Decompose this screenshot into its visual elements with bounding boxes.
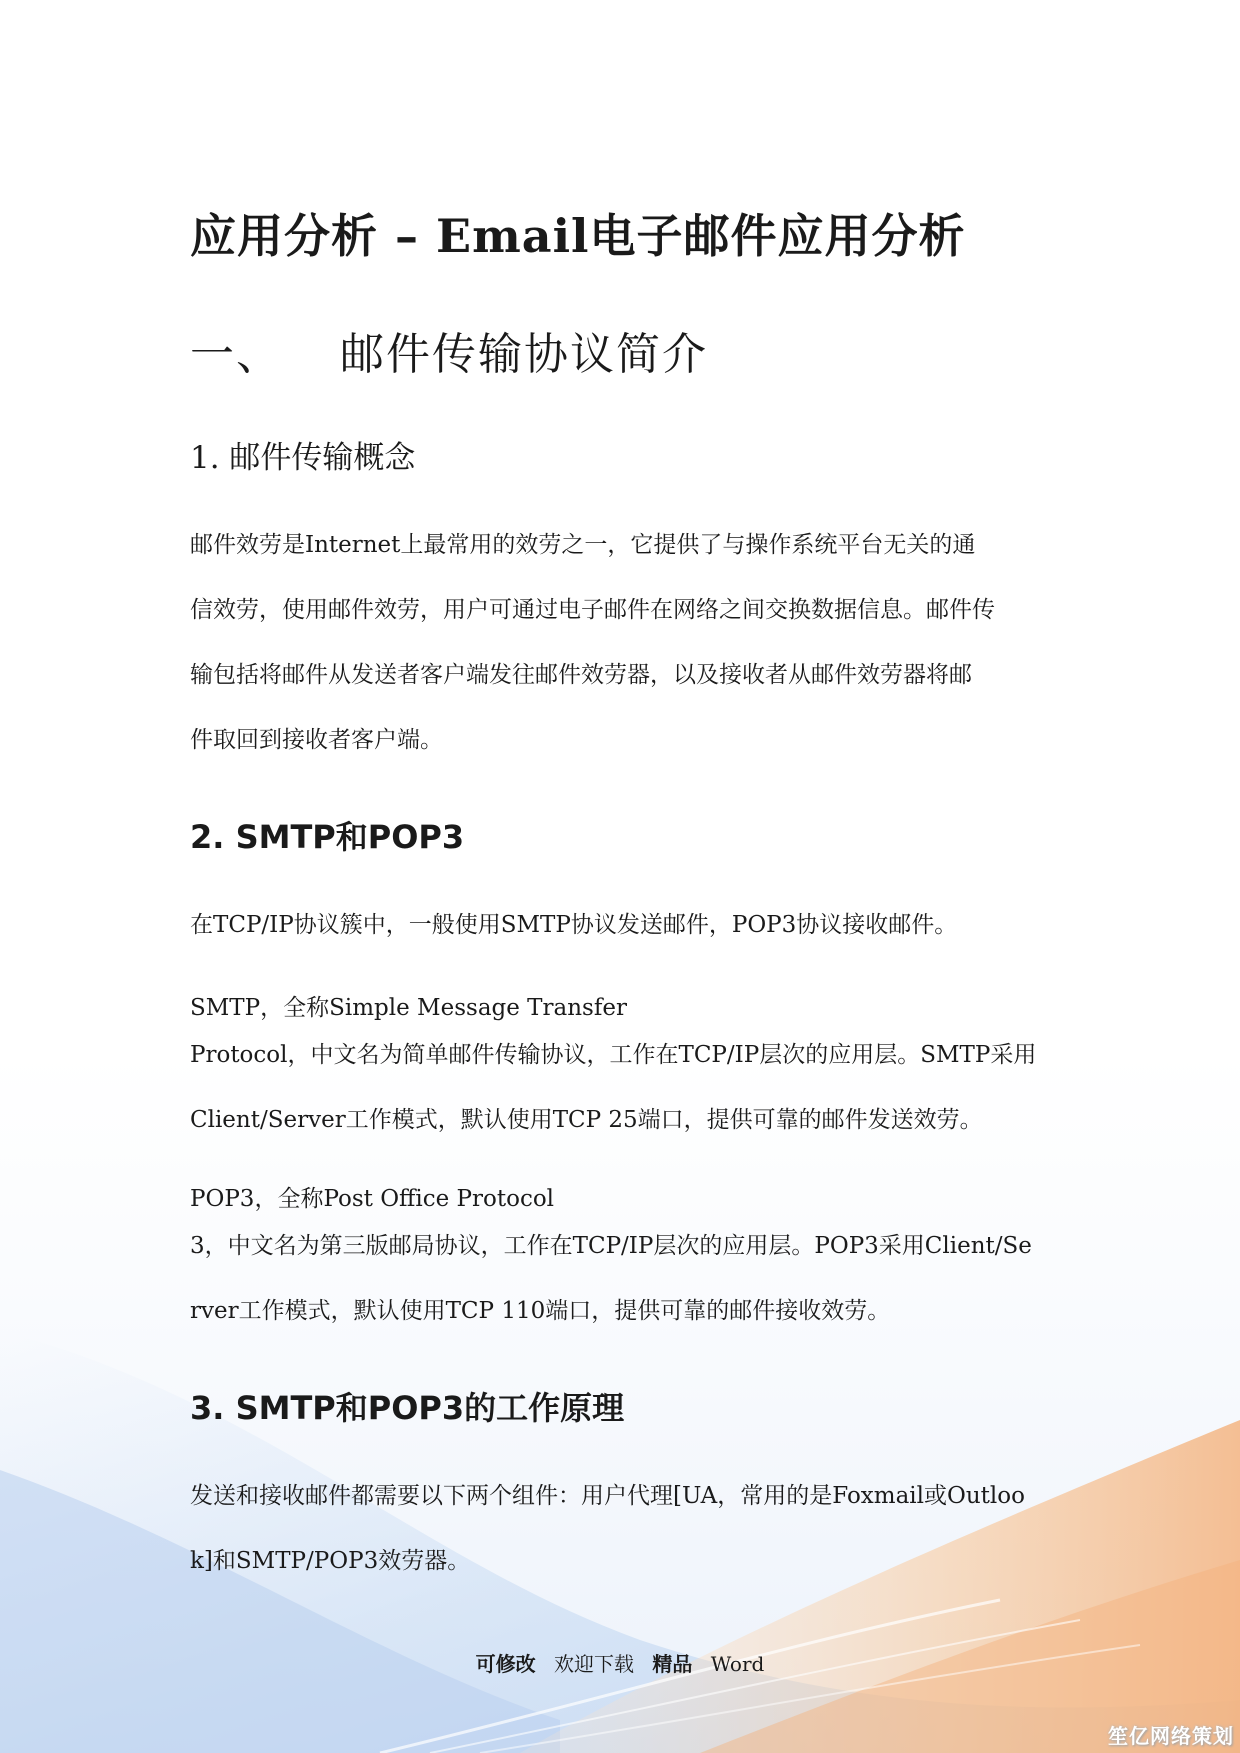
paragraph-line: 3，中文名为第三版邮局协议，工作在TCP/IP层次的应用层。POP3采用Client/Se: [190, 1233, 1032, 1259]
footer-welcome: 欢迎下载: [554, 1652, 635, 1676]
paragraph-line: rver工作模式，默认使用TCP 110端口，提供可靠的邮件接收效劳。: [190, 1298, 891, 1324]
paragraph-protocol-intro: [190, 893, 1050, 958]
section-title: 邮件传输协议简介: [340, 329, 708, 380]
paragraph-smtp: [190, 985, 1050, 1144]
subsection-heading-1: 1. 邮件传输概念: [190, 440, 416, 476]
paragraph-line: 信效劳，使用邮件效劳，用户可通过电子邮件在网络之间交换数据信息。邮件传: [190, 597, 995, 623]
paragraph-line: 输包括将邮件从发送者客户端发往邮件效劳器，以及接收者从邮件效劳器将邮: [190, 662, 972, 688]
footer-editable: 可修改: [475, 1652, 536, 1676]
section-heading: [190, 318, 708, 382]
paragraph-line: 件取回到接收者客户端。: [190, 727, 443, 753]
subsection-heading-2: 2. SMTP和POP3: [190, 818, 465, 856]
paragraph-line: 邮件效劳是Internet上最常用的效劳之一，它提供了与操作系统平台无关的通: [190, 532, 976, 558]
paragraph-mail-concept: [190, 513, 1050, 773]
paragraph-pop3: [190, 1176, 1050, 1335]
subsection-heading-3: 3. SMTP和POP3的工作原理: [190, 1389, 625, 1427]
paragraph-line: 在TCP/IP协议簇中，一般使用SMTP协议发送邮件，POP3协议接收邮件。: [190, 912, 958, 938]
paragraph-line: 发送和接收邮件都需要以下两个组件：用户代理[UA，常用的是Foxmail或Outloo: [190, 1483, 1025, 1509]
paragraph-line: Protocol，中文名为简单邮件传输协议，工作在TCP/IP层次的应用层。SMTP采用: [190, 1042, 1037, 1068]
paragraph-line: SMTP，全称Simple Message Transfer: [190, 995, 627, 1021]
footer-quality: 精品: [652, 1652, 693, 1676]
paragraph-line: Client/Server工作模式，默认使用TCP 25端口，提供可靠的邮件发送效劳。: [190, 1107, 983, 1133]
paragraph-working-principle: [190, 1464, 1050, 1594]
page-footer: [0, 1648, 1240, 1677]
watermark-text: 笙亿网络策划: [1108, 1724, 1234, 1748]
paragraph-line: k]和SMTP/POP3效劳器。: [190, 1548, 471, 1574]
document-title: 应用分析 – Email电子邮件应用分析: [190, 209, 966, 263]
footer-word: Word: [710, 1652, 765, 1676]
section-number: 一、: [190, 329, 282, 380]
paragraph-line: POP3，全称Post Office Protocol: [190, 1186, 555, 1212]
